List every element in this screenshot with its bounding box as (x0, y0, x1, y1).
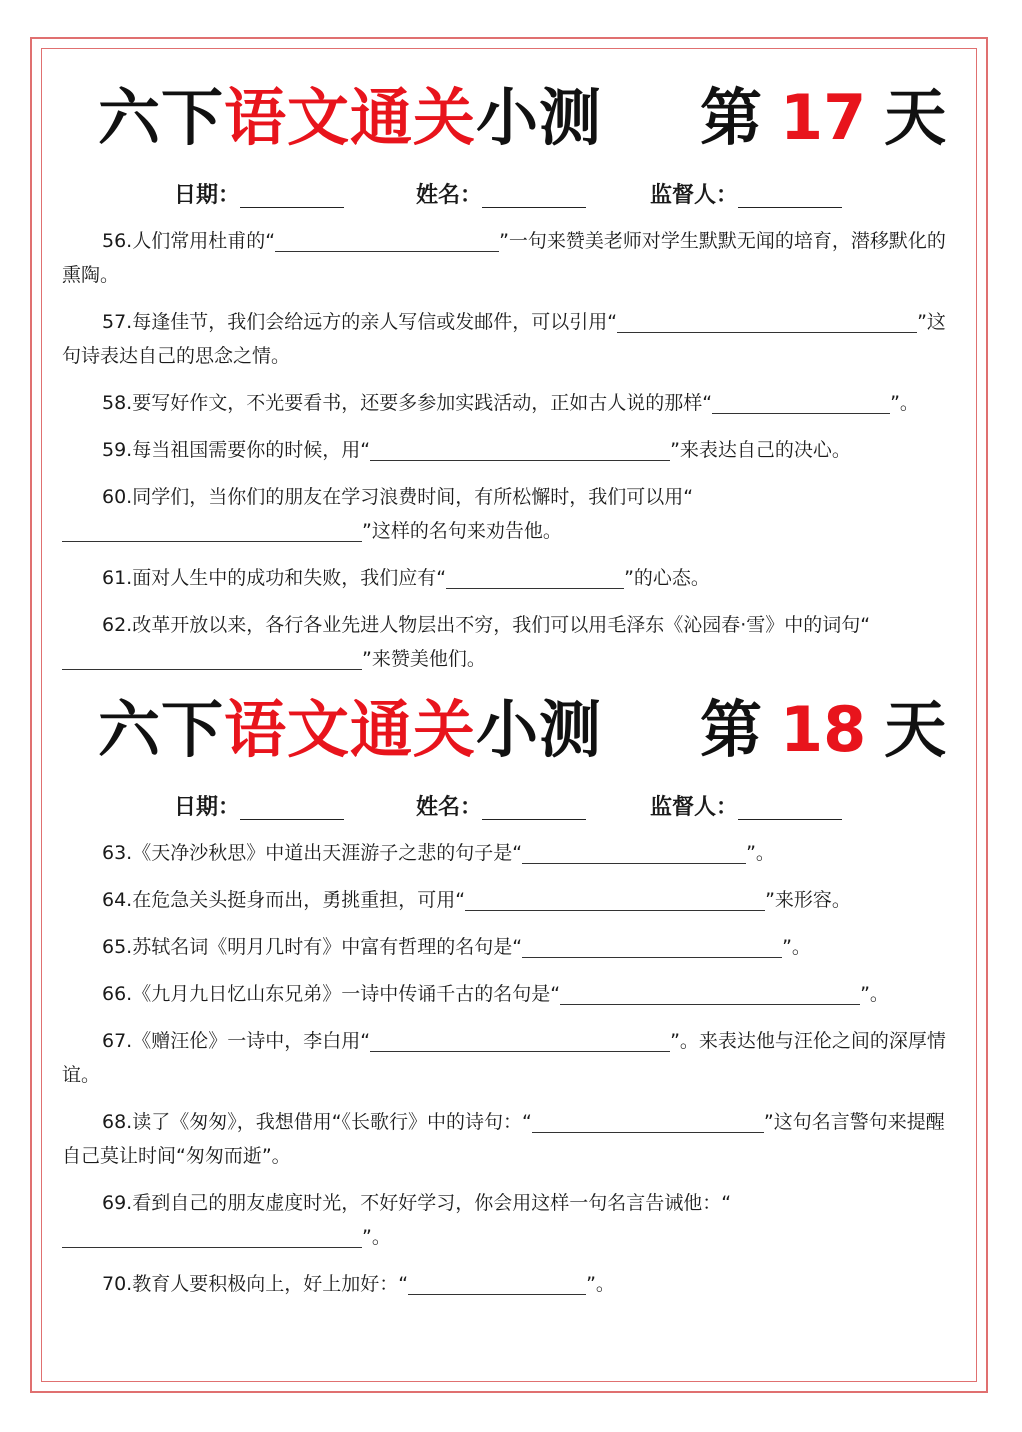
day-number: 17 (780, 81, 867, 154)
question-text: 67.《赠汪伦》一诗中，李白用“ (102, 1030, 371, 1052)
date-label: 日期： (174, 183, 241, 208)
supervisor-label: 监督人： (650, 795, 739, 820)
name-label: 姓名： (416, 183, 483, 208)
supervisor-blank[interactable] (738, 797, 842, 820)
question-66 (62, 977, 960, 1011)
question-text: ”。 (746, 842, 775, 864)
question-65 (62, 930, 960, 964)
question-56 (62, 224, 960, 292)
quiz-day-label (700, 690, 946, 770)
day-suffix: 天 (884, 81, 947, 154)
question-text: 62.改革开放以来，各行各业先进人物层出不穷，我们可以用毛泽东《沁园春·雪》中的词句“ (102, 614, 871, 636)
question-text: 63.《天净沙秋思》中道出天涯游子之悲的句子是“ (102, 842, 523, 864)
date-blank[interactable] (240, 797, 344, 820)
name-label: 姓名： (416, 795, 483, 820)
title-part-grade: 六下 (98, 81, 225, 154)
answer-blank[interactable] (275, 229, 499, 252)
answer-blank[interactable] (62, 1225, 362, 1248)
question-62 (62, 608, 960, 676)
question-70 (62, 1267, 960, 1301)
question-text: ”一句来赞美老师对学生默默无闻的培育，潜移默化的熏陶。 (62, 230, 946, 286)
question-text: 61.面对人生中的成功和失败，我们应有“ (102, 567, 447, 589)
question-text: ”。来表达他与汪伦之间的深厚情谊。 (62, 1030, 946, 1086)
question-61 (62, 561, 960, 595)
question-list (62, 224, 960, 676)
question-text: 64.在危急关头挺身而出，勇挑重担，可用“ (102, 889, 466, 911)
question-text: 59.每当祖国需要你的时候，用“ (102, 439, 371, 461)
answer-blank[interactable] (522, 841, 746, 864)
question-list (62, 836, 960, 1301)
answer-blank[interactable] (465, 888, 765, 911)
quiz-day-label (700, 78, 946, 158)
answer-blank[interactable] (560, 982, 860, 1005)
question-text: ”的心态。 (624, 567, 710, 589)
supervisor-label: 监督人： (650, 183, 739, 208)
question-58 (62, 386, 960, 420)
name-blank[interactable] (482, 185, 586, 208)
answer-blank[interactable] (446, 566, 624, 589)
question-text: ”。 (860, 983, 889, 1005)
title-part-subject: 语文通关 (224, 693, 477, 766)
question-text: 68.读了《匆匆》，我想借用“《长歌行》中的诗句：“ (102, 1111, 532, 1133)
answer-blank[interactable] (712, 391, 890, 414)
question-text: ”。 (782, 936, 811, 958)
day-number: 18 (780, 693, 867, 766)
answer-blank[interactable] (62, 647, 362, 670)
question-text: ”。 (362, 1226, 391, 1248)
question-text: ”这句名言警句来提醒自己莫让时间“匆匆而逝”。 (62, 1111, 945, 1167)
quiz-title (62, 690, 960, 770)
answer-blank[interactable] (370, 1029, 670, 1052)
answer-blank[interactable] (370, 438, 670, 461)
question-text: ”这样的名句来劝告他。 (362, 520, 562, 542)
question-text: 69.看到自己的朋友虚度时光，不好好学习，你会用这样一句名言告诫他：“ (102, 1192, 732, 1214)
question-64 (62, 883, 960, 917)
question-text: ”来形容。 (765, 889, 851, 911)
question-text: ”。 (890, 392, 919, 414)
question-text: 70.教育人要积极向上，好上加好：“ (102, 1273, 409, 1295)
day-prefix: 第 (700, 693, 763, 766)
title-part-test: 小测 (476, 693, 603, 766)
question-text: 58.要写好作文，不光要看书，还要多参加实践活动，正如古人说的那样“ (102, 392, 713, 414)
answer-blank[interactable] (522, 935, 782, 958)
quiz-title (62, 78, 960, 158)
answer-blank[interactable] (408, 1272, 586, 1295)
question-68 (62, 1105, 960, 1173)
question-text: 57.每逢佳节，我们会给远方的亲人写信或发邮件，可以引用“ (102, 311, 618, 333)
question-text: ”来赞美他们。 (362, 648, 486, 670)
question-text: ”。 (586, 1273, 615, 1295)
question-60 (62, 480, 960, 548)
question-text: ”来表达自己的决心。 (670, 439, 851, 461)
answer-blank[interactable] (532, 1110, 764, 1133)
date-field[interactable] (174, 178, 344, 209)
title-part-test: 小测 (476, 81, 603, 154)
answer-blank[interactable] (617, 310, 917, 333)
title-part-grade: 六下 (98, 693, 225, 766)
quiz-title-main (98, 690, 602, 770)
question-text: 60.同学们，当你们的朋友在学习浪费时间，有所松懈时，我们可以用“ (102, 486, 694, 508)
question-text: ”这句诗表达自己的思念之情。 (62, 311, 946, 367)
answer-blank[interactable] (62, 519, 362, 542)
question-text: 65.苏轼名词《明月几时有》中富有哲理的名句是“ (102, 936, 523, 958)
quiz-title-main (98, 78, 602, 158)
question-69 (62, 1186, 960, 1254)
name-field[interactable] (416, 178, 586, 209)
quiz-section-day-18 (62, 690, 960, 1314)
date-blank[interactable] (240, 185, 344, 208)
day-suffix: 天 (884, 693, 947, 766)
name-field[interactable] (416, 790, 586, 821)
info-row (62, 170, 960, 214)
supervisor-field[interactable] (650, 178, 842, 209)
question-67 (62, 1024, 960, 1092)
question-text: 66.《九月九日忆山东兄弟》一诗中传诵千古的名句是“ (102, 983, 561, 1005)
title-part-subject: 语文通关 (224, 81, 477, 154)
info-row (62, 782, 960, 826)
supervisor-field[interactable] (650, 790, 842, 821)
quiz-section-day-17 (62, 78, 960, 689)
supervisor-blank[interactable] (738, 185, 842, 208)
day-prefix: 第 (700, 81, 763, 154)
question-text: 56.人们常用杜甫的“ (102, 230, 276, 252)
question-57 (62, 305, 960, 373)
date-field[interactable] (174, 790, 344, 821)
question-59 (62, 433, 960, 467)
name-blank[interactable] (482, 797, 586, 820)
question-63 (62, 836, 960, 870)
date-label: 日期： (174, 795, 241, 820)
